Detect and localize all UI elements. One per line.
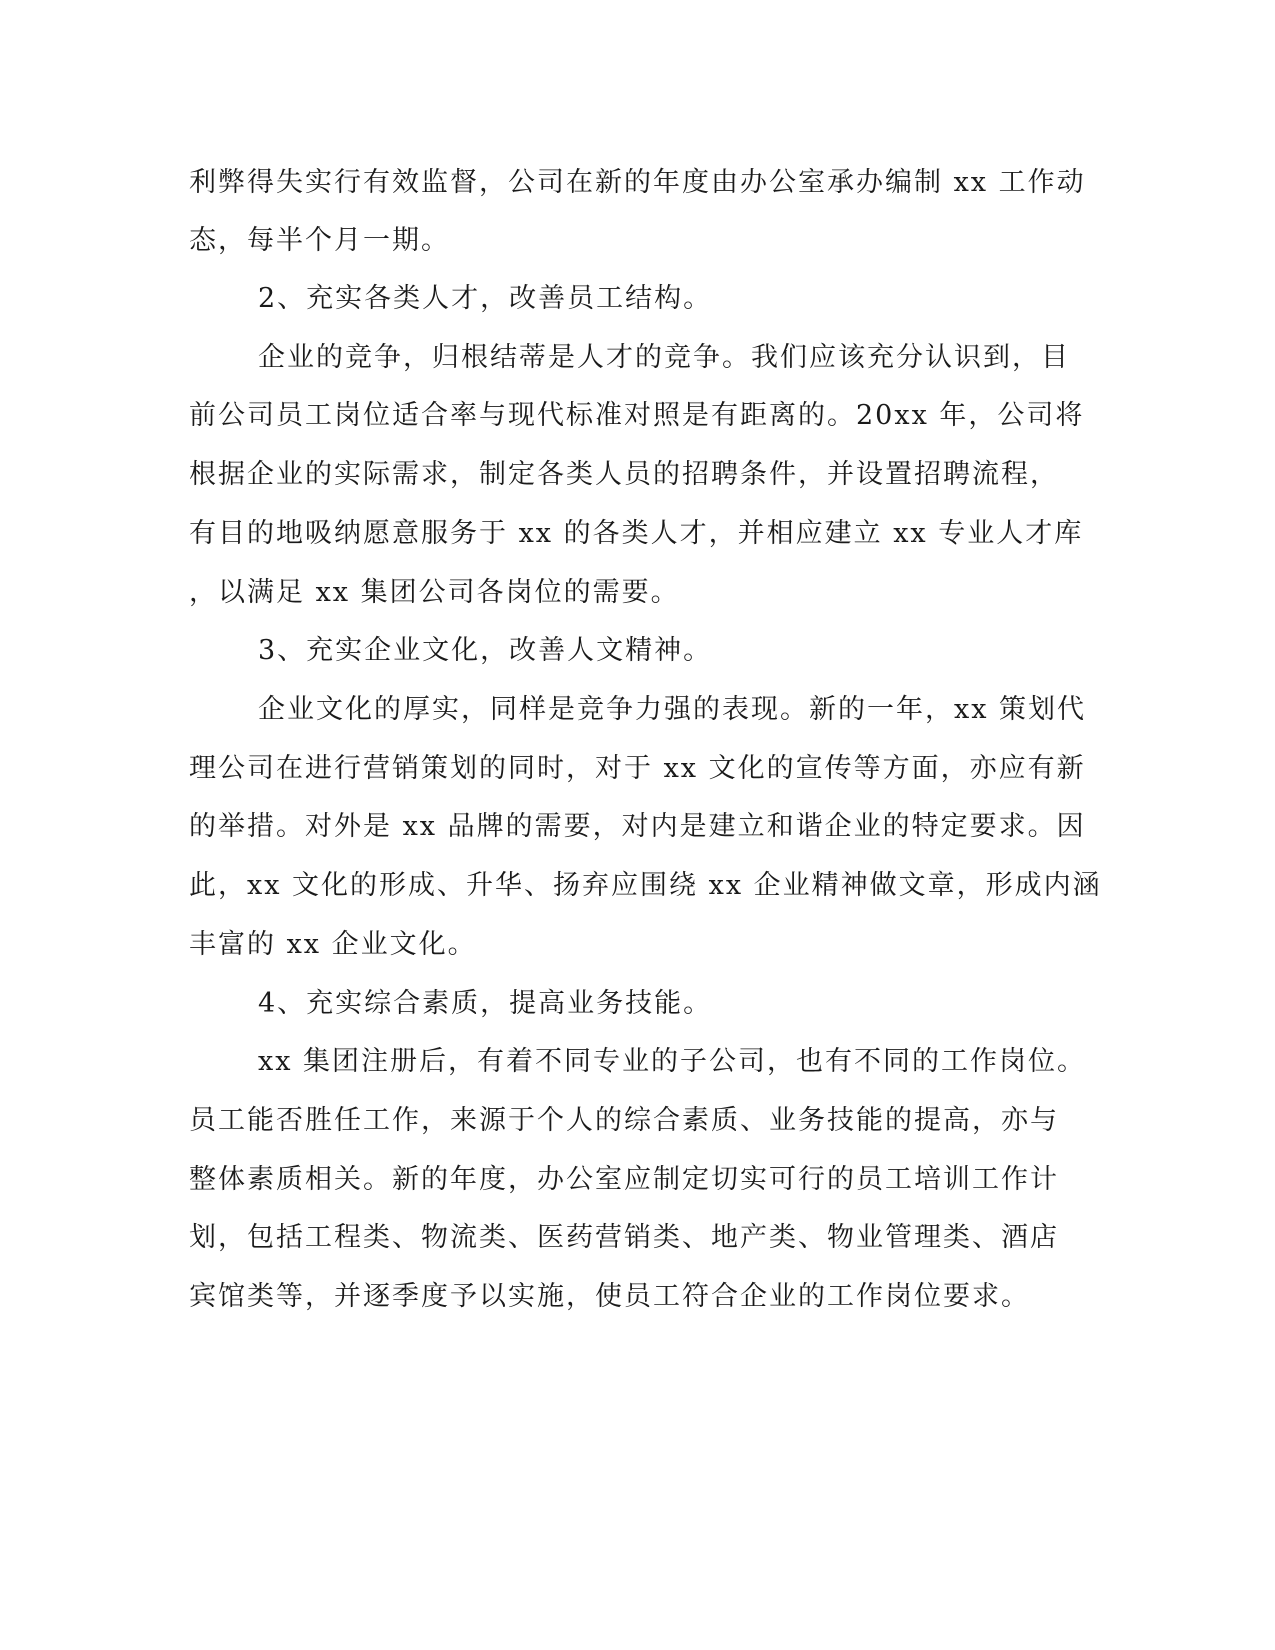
body-text-line: 的举措。对外是 xx 品牌的需要，对内是建立和谐企业的特定要求。因	[189, 811, 1086, 842]
body-text-line: xx 集团注册后，有着不同专业的子公司，也有不同的工作岗位。	[258, 1046, 1087, 1077]
body-text-line: 此，xx 文化的形成、升华、扬弃应围绕 xx 企业精神做文章，形成内涵	[189, 870, 1102, 901]
section-heading-4: 4、充实综合素质，提高业务技能。	[258, 988, 713, 1019]
body-text-line: 企业文化的厚实，同样是竞争力强的表现。新的一年，xx 策划代	[258, 694, 1087, 725]
body-text-line: 丰富的 xx 企业文化。	[189, 929, 477, 960]
body-text-line: 根据企业的实际需求，制定各类人员的招聘条件，并设置招聘流程，	[189, 459, 1059, 490]
section-heading-3: 3、充实企业文化，改善人文精神。	[258, 635, 713, 666]
body-text-line: 划，包括工程类、物流类、医药营销类、地产类、物业管理类、酒店	[189, 1222, 1059, 1253]
body-text-line: 前公司员工岗位适合率与现代标准对照是有距离的。20xx 年，公司将	[189, 400, 1085, 431]
body-text-line: 企业的竞争，归根结蒂是人才的竞争。我们应该充分认识到，目	[258, 342, 1070, 373]
body-text-line: 态，每半个月一期。	[189, 225, 450, 256]
body-text-line: ，以满足 xx 集团公司各岗位的需要。	[189, 577, 680, 608]
body-text-line: 员工能否胜任工作，来源于个人的综合素质、业务技能的提高，亦与	[189, 1105, 1059, 1136]
body-text-line: 宾馆类等，并逐季度予以实施，使员工符合企业的工作岗位要求。	[189, 1281, 1030, 1312]
section-heading-2: 2、充实各类人才，改善员工结构。	[258, 283, 713, 314]
body-text-line: 利弊得失实行有效监督，公司在新的年度由办公室承办编制 xx 工作动	[189, 167, 1086, 198]
body-text-line: 有目的地吸纳愿意服务于 xx 的各类人才，并相应建立 xx 专业人才库	[189, 518, 1084, 549]
body-text-line: 理公司在进行营销策划的同时，对于 xx 文化的宣传等方面，亦应有新	[189, 753, 1086, 784]
body-text-line: 整体素质相关。新的年度，办公室应制定切实可行的员工培训工作计	[189, 1164, 1059, 1195]
